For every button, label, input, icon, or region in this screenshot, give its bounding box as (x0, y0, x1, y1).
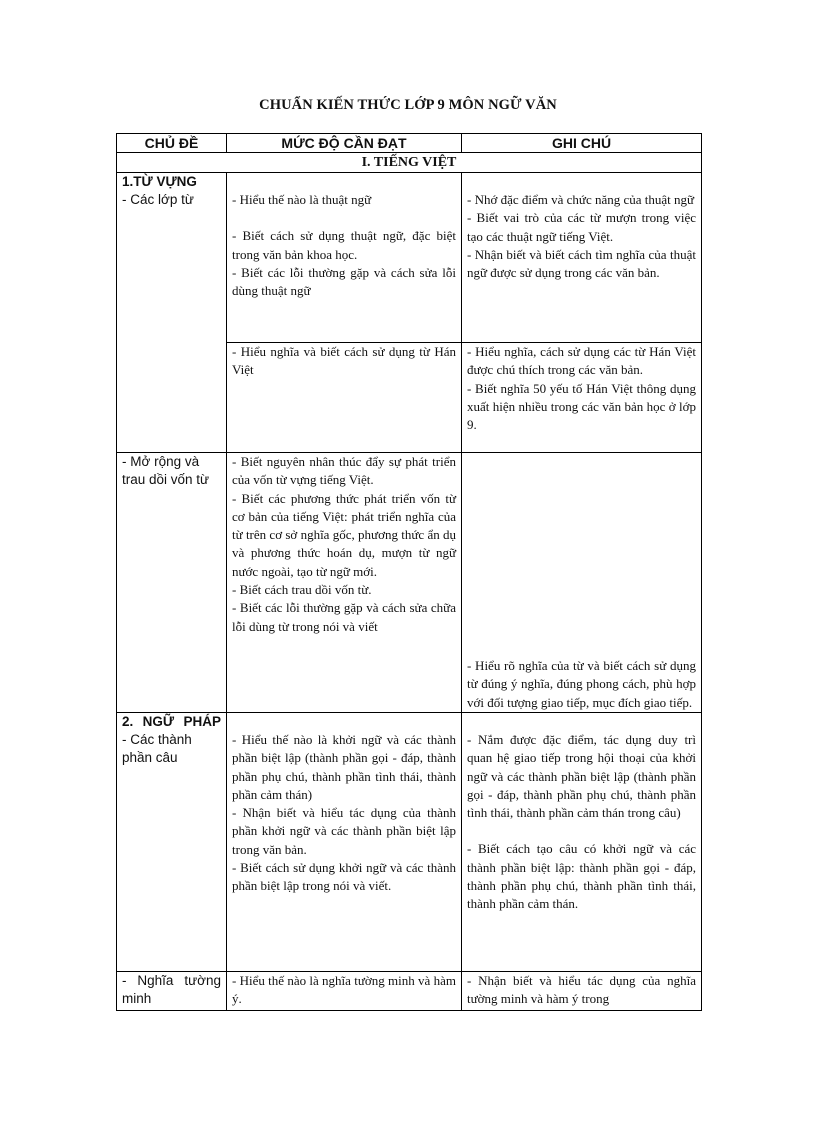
topic-cell (117, 713, 227, 972)
table-row (117, 453, 702, 713)
table-row (117, 713, 702, 972)
standards-table (116, 133, 702, 1011)
note-item: - Biết cách tạo câu có khởi ngữ và các thành phần biệt lập: thành phần gọi - đáp, thành phần phụ chú, thành phần tình thái, thành phần cảm thán. (467, 841, 696, 912)
table-header-row (117, 134, 702, 153)
level-cell (227, 343, 462, 453)
level-item: - Biết các lỗi thường gặp và cách sửa chữa lỗi dùng từ trong nói và viết (232, 600, 456, 634)
level-item: - Biết các lỗi thường gặp và cách sửa lỗi dùng thuật ngữ (232, 264, 456, 299)
section-title: I. TIẾNG VIỆT (117, 153, 702, 173)
topic-cell (117, 173, 227, 453)
note-item: - Nắm được đặc điểm, tác dụng duy trì quan hệ giao tiếp trong hội thoại của khởi ngữ và các thành phần biệt lập (thành phần gọi - đáp, thành phần phụ chú, thành phần tình thái, thành phần cảm thán trong câu) (467, 732, 696, 821)
note-cell (462, 173, 702, 343)
level-item: - Hiểu thế nào là thuật ngữ (232, 192, 372, 207)
note-item: - Biết vai trò của các từ mượn trong việc tạo các thuật ngữ tiếng Việt. (467, 210, 696, 244)
note-item: - Hiểu rõ nghĩa của từ và biết cách sử dụng từ đúng ý nghĩa, đúng phong cách, phù hợp với đối tượng giao tiếp, mục đích giao tiếp. (467, 658, 696, 710)
note-item: - Hiểu nghĩa, cách sử dụng các từ Hán Việt được chú thích trong các văn bản. (467, 344, 696, 378)
level-cell (227, 453, 462, 713)
topic-cell (117, 972, 227, 1011)
level-item: - Nhận biết và hiểu tác dụng của thành phần khởi ngữ và các thành phần biệt lập trong văn bản. (232, 805, 456, 857)
note-cell (462, 343, 702, 453)
table-row (117, 972, 702, 1011)
header-level: MỨC ĐỘ CẦN ĐẠT (227, 134, 462, 153)
level-item: - Biết nguyên nhân thúc đẩy sự phát triển của vốn từ vựng tiếng Việt. (232, 454, 456, 488)
level-item: - Biết các phương thức phát triển vốn từ cơ bản của tiếng Việt: phát triển nghĩa của từ trên cơ sở nghĩa gốc, phương thức ẩn dụ và phương thức hoán dụ, mượn từ ngữ nước ngoài, tạo từ ngữ mới. (232, 490, 456, 579)
topic-text: - Nghĩa tường minh (122, 973, 221, 1006)
table-row (117, 173, 702, 343)
document-title: CHUẨN KIẾN THỨC LỚP 9 MÔN NGỮ VĂN (259, 97, 557, 113)
level-cell (227, 173, 462, 343)
level-item: - Biết cách sử dụng khởi ngữ và các thành phần biệt lập trong nói và viết. (232, 860, 456, 894)
topic-cell (117, 453, 227, 713)
note-item: - Nhớ đặc điểm và chức năng của thuật ngữ (467, 192, 695, 207)
note-cell (462, 713, 702, 972)
note-item: - Nhận biết và hiểu tác dụng của nghĩa tường minh và hàm ý trong (467, 973, 696, 1007)
level-item: - Biết cách trau dồi vốn từ. (232, 582, 372, 598)
note-item: - Biết nghĩa 50 yếu tố Hán Việt thông dụng xuất hiện nhiều trong các văn bản học ở lớp 9. (467, 380, 696, 433)
topic-heading: 2. NGỮ PHÁP (122, 714, 221, 729)
level-cell (227, 713, 462, 972)
header-note: GHI CHÚ (462, 134, 702, 153)
note-cell (462, 453, 702, 713)
topic-text: - Mở rộng và trau dồi vốn từ (122, 454, 210, 487)
topic-heading: 1.TỪ VỰNG (122, 174, 197, 189)
level-item: - Hiểu thế nào là khởi ngữ và các thành phần biệt lập (thành phần gọi - đáp, thành phần phụ chú, thành phần tình thái, thành phần cảm thán) (232, 732, 456, 802)
level-cell (227, 972, 462, 1011)
note-item: - Nhận biết và biết cách tìm nghĩa của thuật ngữ được sử dụng trong các văn bản. (467, 246, 696, 281)
note-cell (462, 972, 702, 1011)
level-item: - Hiểu thế nào là nghĩa tường minh và hàm ý. (232, 973, 456, 1007)
level-item: - Hiểu nghĩa và biết cách sử dụng từ Hán Việt (232, 344, 456, 378)
topic-text: - Các lớp từ (122, 192, 194, 207)
level-item: - Biết cách sử dụng thuật ngữ, đặc biệt trong văn bản khoa học. (232, 228, 456, 262)
header-topic: CHỦ ĐỀ (117, 134, 227, 153)
topic-text: - Các thành phần câu (122, 732, 192, 765)
section-row (117, 153, 702, 173)
